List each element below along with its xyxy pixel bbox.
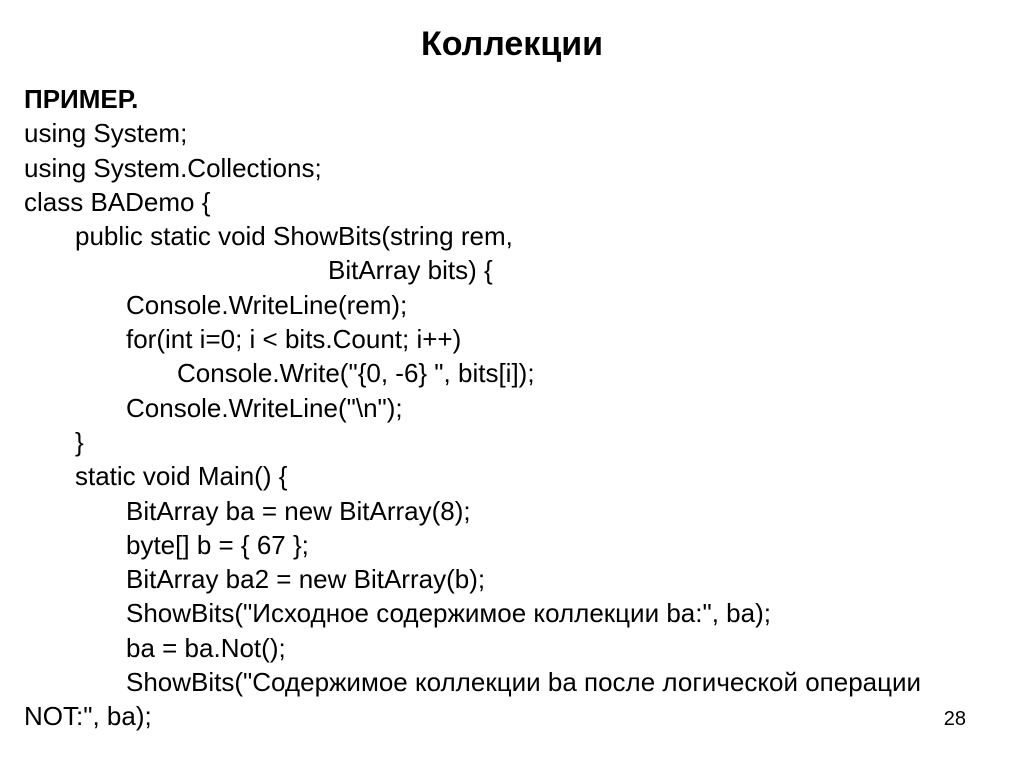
code-line: ba = ba.Not(); bbox=[126, 632, 286, 663]
code-line: Console.WriteLine(rem); bbox=[126, 289, 408, 320]
code-line: class BADemo { bbox=[24, 186, 211, 217]
code-line: BitArray ba = new BitArray(8); bbox=[126, 495, 471, 526]
code-line: NOT:", ba); bbox=[24, 701, 152, 732]
code-line: BitArray ba2 = new BitArray(b); bbox=[126, 564, 486, 595]
example-heading: ПРИМЕР. bbox=[24, 84, 139, 114]
code-line: for(int i=0; i < bits.Count; i++) bbox=[126, 324, 462, 355]
code-line: using System; bbox=[24, 118, 188, 149]
code-line: } bbox=[75, 426, 84, 457]
code-line: using System.Collections; bbox=[24, 152, 322, 183]
code-line: public static void ShowBits(string rem, bbox=[75, 221, 513, 252]
code-line: byte[] b = { 67 }; bbox=[126, 529, 309, 560]
slide-title: Коллекции bbox=[420, 25, 604, 63]
code-line: ShowBits("Исходное содержимое коллекции ba:", ba); bbox=[126, 598, 771, 629]
code-line: Console.WriteLine("\n"); bbox=[126, 392, 403, 423]
code-line: static void Main() { bbox=[75, 461, 288, 492]
code-example bbox=[24, 82, 1014, 734]
code-line: Console.Write("{0, -6} ", bits[i]); bbox=[177, 358, 535, 389]
code-line: ShowBits("Содержимое коллекции ba после логической операции bbox=[126, 667, 922, 698]
code-line: BitArray bits) { bbox=[328, 255, 493, 286]
page-number: 28 bbox=[943, 708, 966, 730]
